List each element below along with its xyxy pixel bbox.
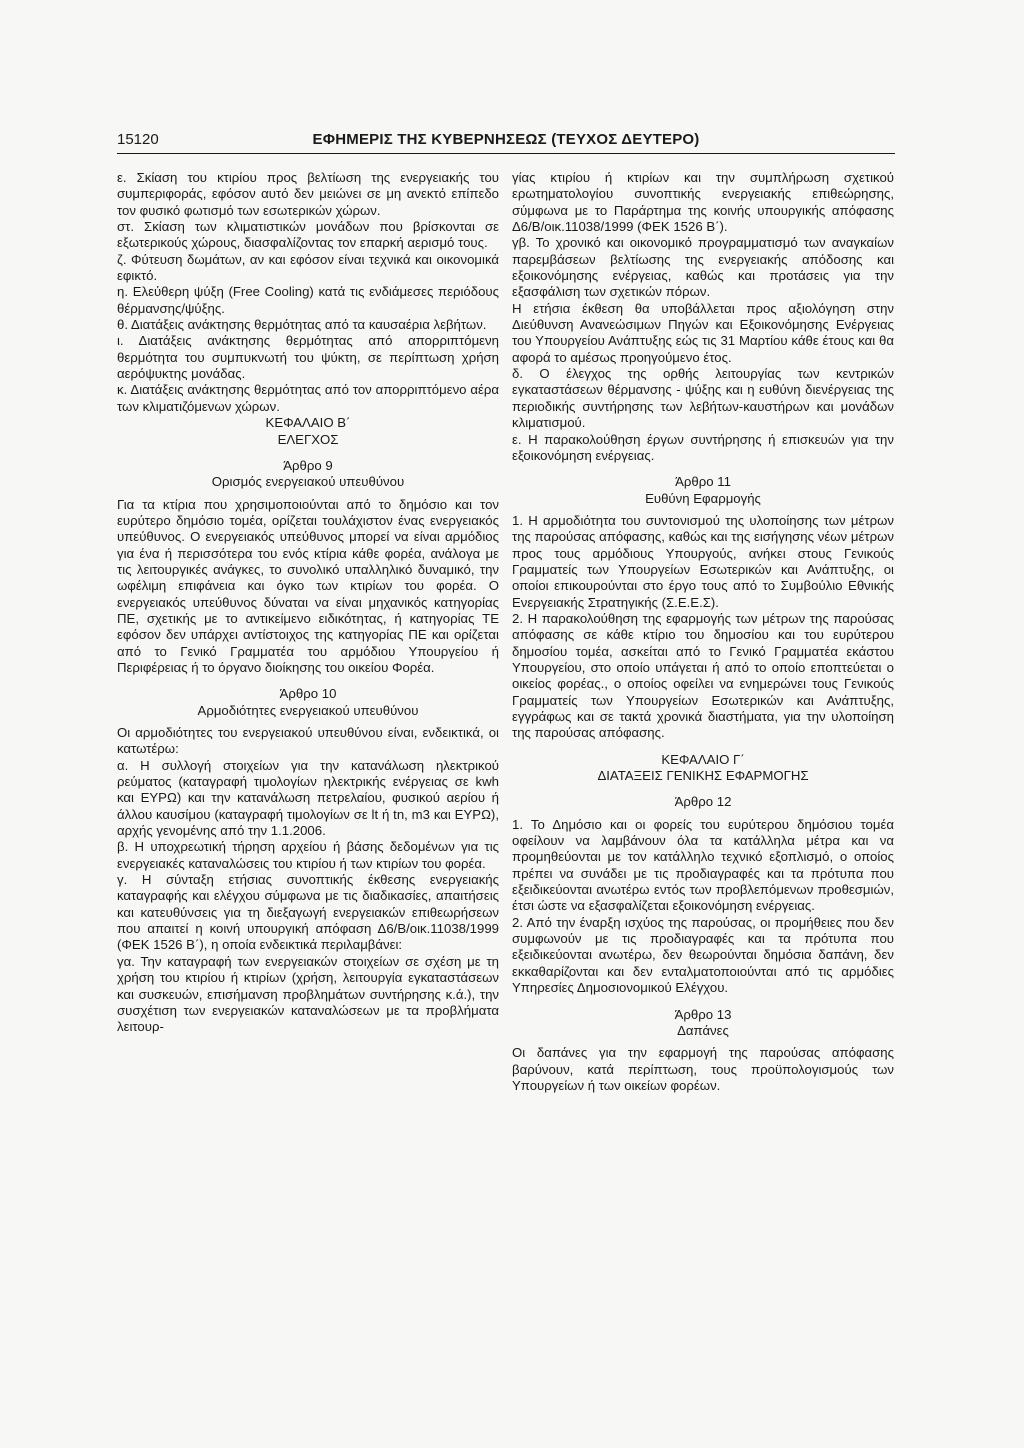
article-10-item-c: γ. Η σύνταξη ετήσιας συνοπτικής έκθεσης ενεργειακής καταγραφής και ελέγχου σύμφωνα με τις διαδικασίες, απαιτήσεις και κατευθύνσεις για τη διεξαγωγή ενεργειακών επιθεωρήσεων που απαιτεί η κοινή υπουργική απόφαση Δ6/Β/οικ.11038/1999 (ΦΕΚ 1526 Β΄), η οποία ενδεικτικά περιλαμβάνει:	[117, 872, 499, 953]
right-column	[512, 170, 894, 1094]
article-11-para-1: 1. Η αρμοδιότητα του συντονισμού της υλοποίησης των μέτρων της παρούσας απόφασης, καθώς και της εισήγησης νέων μέτρων προς τους αρμόδιους Υπουργούς, ανήκει στους Γενικούς Γραμματείς των Υπουργείων Εσωτερικών και Ανάπτυξης, οι οποίοι επικουρούνται στο έργο τους από το Συμβούλιο Εθνικής Ενεργειακής Στρατηγικής (Σ.Ε.Ε.Σ).	[512, 512, 894, 610]
article-9-text: Για τα κτίρια που χρησιμοποιούνται από το δημόσιο και τον ευρύτερο δημόσιο τομέα, ορίζεται τουλάχιστον ένας ενεργειακός υπεύθυνος. Ο ενεργειακός υπεύθυνος μπορεί να είναι αρμόδιος για ένα ή περισσότερα του ενός κτίρια κάθε φορέα, ανάλογα με τις λειτουργικές ανάγκες, το συνολικό υπαλληλικό δυναμικό, την ωφέλιμη επιφάνεια και όγκο των κτιρίων του φορέα. Ο ενεργειακός υπεύθυνος δύναται να είναι μηχανικός κατηγορίας ΠΕ, σχετικής με το αντικείμενο ειδικότητας, ή κατηγορίας ΤΕ εφόσον δεν υπάρχει αντίστοιχος της κατηγορίας ΠΕ και ορίζεται από το Γενικό Γραμματέα του αρμόδιου Υπουργείου ή Περιφέρειας ή το όργανο διοίκησης του οικείου Φορέα.	[117, 496, 499, 675]
article-12-heading: Άρθρο 12	[674, 794, 732, 810]
paragraph-z: ζ. Φύτευση δωμάτων, αν και εφόσον είναι τεχνικά και οικονομικά εφικτό.	[117, 251, 499, 284]
article-9-title: Ορισμός ενεργειακού υπευθύνου	[211, 474, 405, 490]
paragraph-e: ε. Σκίαση του κτιρίου προς βελτίωση της ενεργειακής του συμπεριφοράς, εφόσον αυτό δεν μειώνει σε μη ανεκτό επίπεδο τον φυσικό φωτισμό των εσωτερικών χώρων.	[117, 170, 499, 218]
gazette-title: ΕΦΗΜΕΡΙΣ ΤΗΣ ΚΥΒΕΡΝΗΣΕΩΣ (ΤΕΥΧΟΣ ΔΕΥΤΕΡΟ)	[312, 131, 700, 148]
paragraph-h: η. Ελεύθερη ψύξη (Free Cooling) κατά τις ενδιάμεσες περιόδους θέρμανσης/ψύξης.	[117, 284, 499, 316]
article-10-item-ca: γα. Την καταγραφή των ενεργειακών στοιχείων σε σχέση με τη χρήση του κτιρίου ή κτιρίων (χρήση, λειτουργία εγκαταστάσεων και συσκευών, επισήμανση προβλημάτων συντήρησης κ.ά.), την συσχέτιση των ενεργειακών καταναλώσεων με τα προβλήματα λειτουρ-	[117, 953, 499, 1035]
article-13-heading: Άρθρο 13	[674, 1006, 732, 1022]
article-10-item-a: α. Η συλλογή στοιχείων για την κατανάλωση ηλεκτρικού ρεύματος (καταγραφή τιμολογίων ηλεκτρικής ενέργειας σε kwh και ΕΥΡΩ) και την κατανάλωση πετρελαίου, φυσικού αερίου ή άλλου καυσίμου (καταγραφή τιμολογίων σε lt ή tn, m3 και ΕΥΡΩ), αρχής γενομένης από την 1.1.2006.	[117, 757, 499, 839]
article-11-para-2: 2. Η παρακολούθηση της εφαρμογής των μέτρων της παρούσας απόφασης σε κάθε κτίριο του δημοσίου και του ευρύτερου δημοσίου τομέα, ασκείται από το Γενικό Γραμματέα εκάστου Υπουργείου, στο οποίο υπάγεται ή από το οποίο εποπτεύεται ο οικείος φορέας., ο οποίος οφείλει να ενημερώνει τους Γενικούς Γραμματείς των Υπουργείων Εσωτερικών και Ανάπτυξης, εγγράφως και σε τακτά χρονικά διαστήματα, για την υλοποίηση της παρούσας απόφασης.	[512, 610, 894, 741]
paragraph-e-right: ε. Η παρακολούθηση έργων συντήρησης ή επισκευών για την εξοικονόμηση ενέργειας.	[512, 431, 894, 463]
paragraph-cb: γβ. Το χρονικό και οικονομικό προγραμματισμό των αναγκαίων παρεμβάσεων βελτίωσης της ενεργειακής απόδοσης και εξοικονόμησης ενέργειας, καθώς και προτάσεις για την εξασφάλιση των σχετικών πόρων.	[512, 235, 894, 300]
paragraph-th: θ. Διατάξεις ανάκτησης θερμότητας από τα καυσαέρια λεβήτων.	[117, 317, 487, 333]
chapter-c-heading: ΚΕΦΑΛΑΙΟ Γ΄	[661, 751, 745, 767]
page-number: 15120	[117, 131, 159, 148]
paragraph-d: δ. Ο έλεγχος της ορθής λειτουργίας των κεντρικών εγκαταστάσεων θέρμανσης - ψύξης και η ευθύνη διενέργειας της περιοδικής συντήρησης των λεβήτων-καυστήρων και μονάδων κλιματισμού.	[512, 366, 894, 431]
chapter-c-title: ΔΙΑΤΑΞΕΙΣ ΓΕΝΙΚΗΣ ΕΦΑΡΜΟΓΗΣ	[597, 768, 809, 784]
article-12-para-1: 1. Το Δημόσιο και οι φορείς του ευρύτερου δημόσιου τομέα οφείλουν να λαμβάνουν όλα τα κατάλληλα μέτρα και να προμηθεύονται με τον κατάλληλο τεχνικό εξοπλισμό, ο οποίος πρέπει να συνάδει με τις προδιαγραφές και τα πρότυπα που εξειδικεύονται ανωτέρω εντός των προβλεπόμενων προθεσμιών, έτσι ώστε να εξασφαλίζεται εξοικονόμηση ενέργειας.	[512, 816, 894, 914]
article-11-heading: Άρθρο 11	[675, 474, 731, 490]
paragraph-st: στ. Σκίαση των κλιματιστικών μονάδων που βρίσκονται σε εξωτερικούς χώρους, διασφαλίζοντας τον επαρκή αερισμό τους.	[117, 219, 499, 251]
article-13-text: Οι δαπάνες για την εφαρμογή της παρούσας απόφασης βαρύνουν, κατά περίπτωση, τους προϋπολογισμούς των Υπουργείων ή των οικείων φορέων.	[512, 1045, 894, 1093]
article-12-para-2: 2. Από την έναρξη ισχύος της παρούσας, οι προμήθειες που δεν συμφωνούν με τις προδιαγραφές και τα πρότυπα που εξειδικεύονται ανωτέρω, δεν θεωρούνται δημόσια δαπάνη, δεν εκκαθαρίζονται και δεν ενταλματοποιούνται από τις αρμόδιες Υπηρεσίες Δημοσιονομικού Ελέγχου.	[512, 914, 894, 996]
chapter-b-heading: ΚΕΦΑΛΑΙΟ Β΄	[265, 415, 351, 431]
paragraph-k: κ. Διατάξεις ανάκτησης θερμότητας από τον απορριπτόμενο αέρα των κλιματιζόμενων χώρων.	[117, 382, 499, 414]
article-9-heading: Άρθρο 9	[283, 457, 333, 473]
page-header	[117, 131, 895, 154]
article-13-title: Δαπάνες	[677, 1022, 729, 1038]
article-10-title: Αρμοδιότητες ενεργειακού υπευθύνου	[197, 702, 419, 718]
article-10-intro: Οι αρμοδιότητες του ενεργειακού υπευθύνου είναι, ενδεικτικά, οι κατωτέρω:	[117, 725, 499, 757]
left-column	[117, 170, 499, 1036]
article-11-title: Ευθύνη Εφαρμογής	[645, 490, 761, 506]
continuation-paragraph: γίας κτιρίου ή κτιρίων και την συμπλήρωση σχετικού ερωτηματολογίου συνοπτικής ενεργειακής επιθεώρησης, σύμφωνα με το Παράρτημα της κοινής υπουργικής απόφασης Δ6/Β/οικ.11038/1999 (ΦΕΚ 1526 Β΄).	[512, 170, 894, 235]
article-10-heading: Άρθρο 10	[279, 686, 337, 702]
paragraph-i: ι. Διατάξεις ανάκτησης θερμότητας από απορριπτόμενη θερμότητα του συμπυκνωτή του ψύκτη, σε περίπτωση χρήση αερόψυκτης μονάδας.	[117, 333, 499, 382]
annual-report-paragraph: Η ετήσια έκθεση θα υποβάλλεται προς αξιολόγηση στην Διεύθυνση Ανανεώσιμων Πηγών και Εξοικονόμησης Ενέργειας του Υπουργείου Ανάπτυξης εώς τις 31 Μαρτίου κάθε έτους και θα αφορά το αμέσως προηγούμενο έτος.	[512, 300, 894, 365]
chapter-b-title: ΕΛΕΓΧΟΣ	[277, 431, 339, 447]
article-10-item-b: β. Η υποχρεωτική τήρηση αρχείου ή βάσης δεδομένων για τις ενεργειακές καταναλώσεις του κτιρίου ή των κτιρίων του φορέα.	[117, 839, 499, 871]
